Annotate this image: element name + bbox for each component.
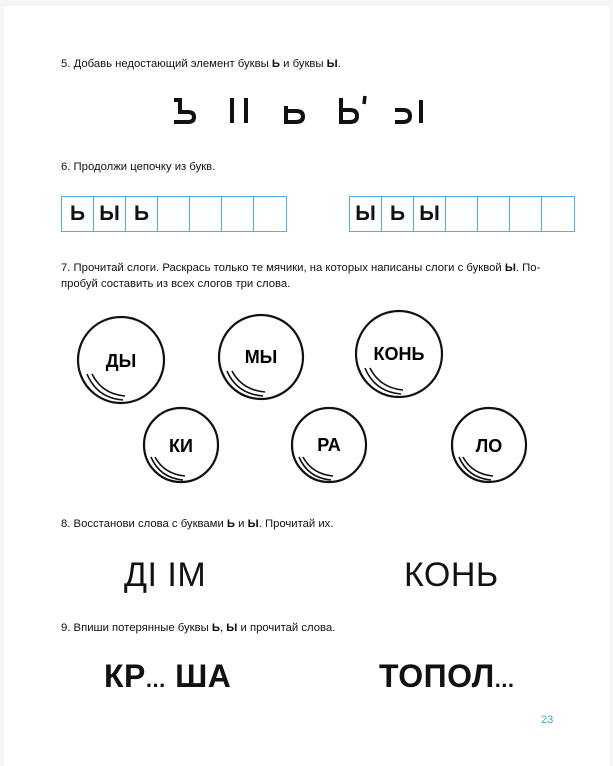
- task-5-letter-soft-sign: Ь: [271, 58, 280, 70]
- chain-1-cell: Ь: [62, 197, 94, 231]
- glyph-partial-5: [393, 86, 427, 138]
- ball-label: ЛО: [475, 436, 503, 456]
- glyph-partial-1: [172, 86, 198, 138]
- task-8-text-a: 8. Восстанови слова с буквами: [61, 518, 224, 530]
- task-7-instruction: [61, 260, 541, 292]
- chain-2-cell[interactable]: [542, 197, 574, 231]
- task-7-text-a: 7. Прочитай слоги. Раскрась только те мячики, на которых написаны слоги с буквой: [61, 262, 502, 274]
- word-1-end: ША: [165, 658, 232, 694]
- task-9-text-a: 9. Впиши потерянные буквы: [61, 622, 209, 634]
- chain-1-cell[interactable]: [222, 197, 254, 231]
- task-7-letter: Ы: [504, 262, 516, 274]
- ball-ra[interactable]: [289, 405, 371, 487]
- task-9-word-2: [379, 658, 515, 695]
- ball-label: ДЫ: [105, 351, 137, 371]
- task-5-and: и буквы: [283, 58, 324, 70]
- task-5-glyph-row: [0, 86, 613, 136]
- chain-1-cell[interactable]: [254, 197, 286, 231]
- task-9-letter-2: Ы: [226, 622, 238, 634]
- task-8-instruction: [61, 516, 333, 532]
- task-5-period: .: [337, 58, 341, 70]
- ball-kon[interactable]: [353, 308, 447, 402]
- chain-2-cell: Ь: [382, 197, 414, 231]
- task-9-sep: ,: [220, 622, 224, 634]
- glyph-partial-2-drawing: [226, 86, 254, 126]
- word-2-blank[interactable]: ...: [494, 667, 515, 692]
- task-5-instruction: [61, 56, 341, 72]
- task-7-text-b: . По-: [515, 262, 541, 274]
- ball-ki[interactable]: [141, 405, 223, 487]
- word-1-blank[interactable]: ...: [145, 667, 166, 692]
- glyph-partial-5-drawing: [393, 86, 427, 126]
- task-7-line-2: пробуй составить из всех слогов три слова.: [61, 278, 291, 290]
- glyph-partial-2: [226, 86, 254, 138]
- ball-my[interactable]: [216, 312, 308, 404]
- glyph-partial-3-drawing: [282, 86, 308, 126]
- page-number: 23: [541, 714, 554, 726]
- ball-label: РА: [317, 435, 341, 455]
- chain-1-cell[interactable]: [158, 197, 190, 231]
- word-2-start: ТОПОЛ: [379, 658, 495, 694]
- task-8-and: и: [238, 518, 245, 530]
- task-8-word-2: КОНЬ: [404, 556, 499, 594]
- ball-label: КОНЬ: [373, 344, 425, 364]
- task-9-letter-1: Ь: [211, 622, 221, 634]
- chain-1-cell: Ы: [94, 197, 126, 231]
- task-5-number: 5.: [61, 58, 71, 70]
- chain-1-cell: Ь: [126, 197, 158, 231]
- letter-chain-2: [349, 196, 575, 232]
- chain-2-cell[interactable]: [510, 197, 542, 231]
- task-5-letter-yery: Ы: [326, 58, 338, 70]
- task-8-letter-1: Ь: [226, 518, 236, 530]
- chain-2-cell[interactable]: [446, 197, 478, 231]
- task-9-text-b: и прочитай слова.: [240, 622, 336, 634]
- ball-label: КИ: [169, 436, 193, 456]
- chain-2-cell: Ы: [350, 197, 382, 231]
- task-5-text: Добавь недостающий элемент буквы: [73, 58, 269, 70]
- glyph-partial-3: [282, 86, 308, 138]
- ball-lo[interactable]: [449, 405, 531, 487]
- chain-2-cell: Ы: [414, 197, 446, 231]
- glyph-partial-4: [336, 86, 370, 138]
- ball-label: МЫ: [244, 347, 278, 367]
- word-1-start: КР: [104, 658, 146, 694]
- task-6-instruction: 6. Продолжи цепочку из букв.: [61, 161, 216, 173]
- task-9-instruction: [61, 620, 335, 636]
- letter-chain-1: [61, 196, 287, 232]
- ball-dy[interactable]: [75, 314, 169, 408]
- task-8-text-b: . Прочитай их.: [258, 518, 334, 530]
- chain-2-cell[interactable]: [478, 197, 510, 231]
- task-8-word-1: ДI IМ: [124, 556, 207, 594]
- task-8-letter-2: Ы: [247, 518, 259, 530]
- task-9-word-1: [104, 658, 231, 695]
- page-edge-top: [0, 0, 613, 6]
- glyph-partial-1-drawing: [172, 86, 198, 126]
- glyph-partial-4-drawing: [336, 86, 370, 126]
- chain-1-cell[interactable]: [190, 197, 222, 231]
